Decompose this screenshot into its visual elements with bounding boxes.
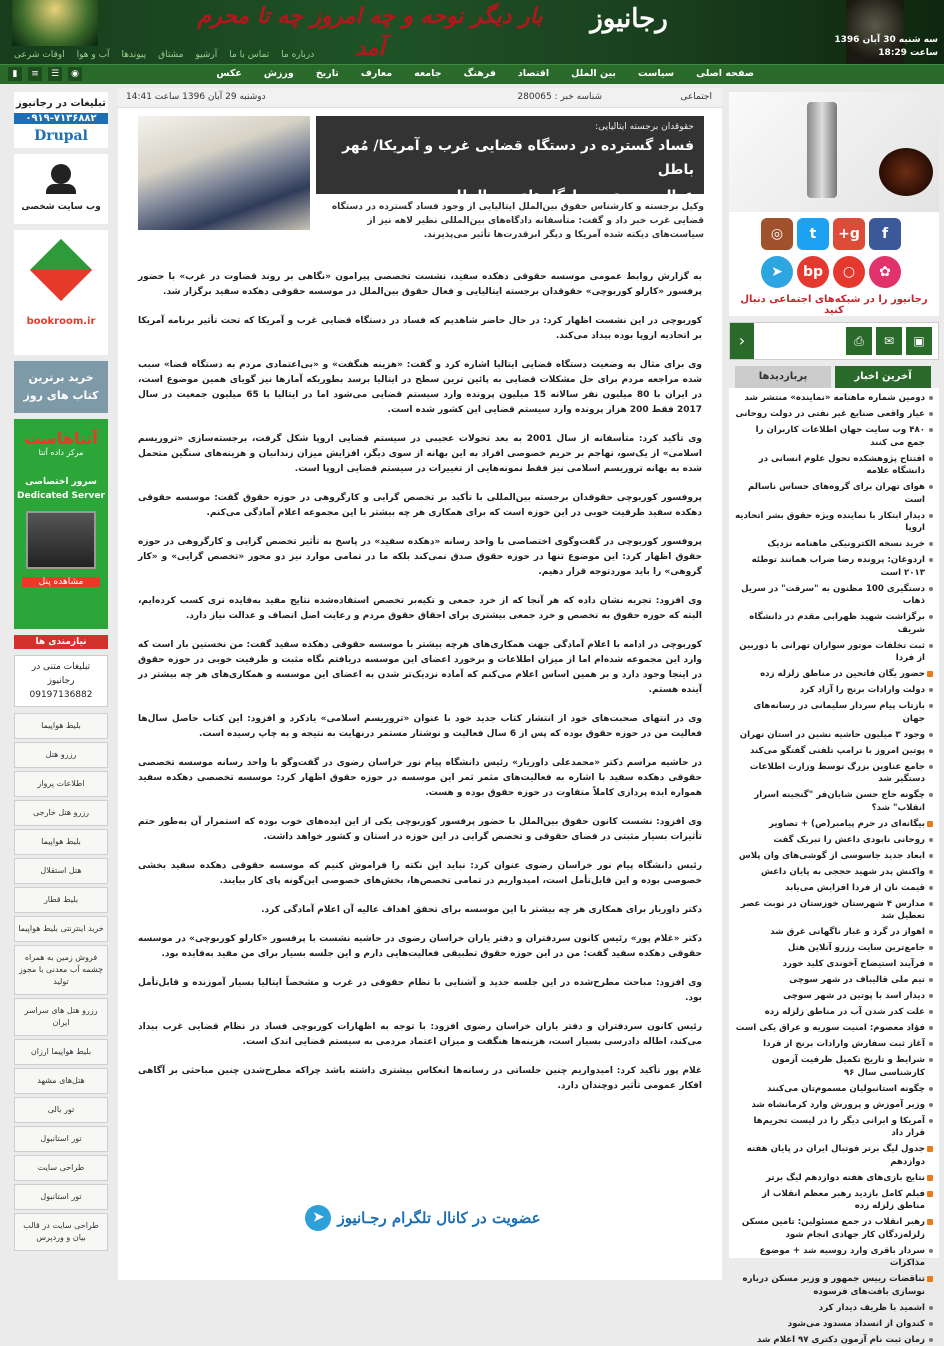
news-list-item[interactable]: واکنش پدر شهید حججی به پایان داعش — [735, 866, 933, 879]
drupal-logo: Drupal — [14, 128, 108, 144]
article-body — [138, 270, 702, 1108]
news-list-item[interactable]: برگزاشت شهید ظهرابی مقدم در دانشگاه شریف — [735, 611, 933, 636]
user-icon — [51, 164, 71, 184]
print-icon[interactable]: ⎙ — [846, 327, 872, 355]
atena-title: آتناهاست — [14, 429, 108, 448]
news-list-item[interactable]: جامع‌ترین سایت رزرو آنلاین هتل — [735, 942, 933, 955]
tab-most-viewed[interactable]: پربازدیدها — [735, 366, 831, 388]
article-photo — [138, 116, 310, 230]
left-link-button[interactable]: طراحی سایت — [14, 1155, 108, 1181]
nav-item-home[interactable]: صفحه اصلی — [696, 68, 754, 79]
article-paragraph: وی برای مثال به وضعیت دستگاه قضایی ایتالیا اشاره کرد و گفت: «هزینه هنگفت» و «بی‌اعتمادی مردم به دستگاه قضا» سبب شده مراجعه مردم برای حل مشکلات قضایی به پائین ترین سطح در ایتالیا برسد بطوریکه آمارها نیز گویای همین موضوع است، در ایران با 80 میلیون نفر سالانه 15 میلیون پرونده وارد سیستم قضایی می‌شود اما در ایتالیا با 65 میلیون جمعیت در سال 2017 فقط 200 هزار پرونده وارد سیستم قضایی این کشور شده است. — [138, 358, 702, 418]
nav-item-religion[interactable]: معارف — [361, 68, 392, 79]
latest-news-list — [729, 388, 939, 1258]
header-time-text: ساعت 18:29 — [834, 47, 938, 60]
twitter-icon[interactable]: t — [797, 218, 829, 250]
tab-latest-news[interactable]: آخرین اخبار — [835, 366, 931, 388]
left-link-list — [14, 713, 108, 1251]
nav-item-sports[interactable]: ورزش — [264, 68, 294, 79]
site-header — [0, 0, 944, 64]
telegram-join-link[interactable] — [288, 1200, 558, 1236]
left-link-button[interactable]: تور استانبول — [14, 1184, 108, 1210]
list-icon[interactable]: ☰ — [48, 67, 62, 81]
news-list-item[interactable]: روحانی نابودی داعش را تبریک گفت — [735, 834, 933, 847]
left-link-button[interactable]: بلیط قطار — [14, 887, 108, 913]
top-link-about[interactable]: درباره ما — [281, 50, 314, 60]
article-paragraph: پروفسور کوربوچی در گفت‌وگوی اختصاصی با واحد رسانه «دهکده سفید» در پاسخ به تأثیر تخصص گرایی و کارگروهی در حوزه حقوق اظهار کرد: این موضوع تنها در حوزه حقوق صدق نمی‌کند بلکه ما در تمامی موارد نیز دو محور «تخصص گرایی» و «کار گروهی» را باید موردتوجه قرار دهیم. — [138, 535, 702, 580]
bookroom-ad[interactable] — [14, 230, 108, 355]
news-list-item[interactable]: ثبت تخلفات موتور سواران تهرانی با دوربین از فردا — [735, 640, 933, 665]
rss-icon[interactable]: ◉ — [68, 67, 82, 81]
appliance-ad[interactable] — [729, 92, 939, 212]
news-list-item[interactable]: افتتاح پژوهشکده تحول علوم انسانی در دانشگاه علامه — [735, 453, 933, 478]
article-paragraph: وی در انتهای صحبت‌های خود از انتشار کتاب جدید خود با عنوان «تروریسم اسلامی» یادکرد و افزود: این کتاب حاصل سال‌ها فعالیت من در حوزه حقوق بوده که پس از 6 سال فعالیت و نوشتار مستمر درنهایت به نتیجه و به چاپ رسیده است. — [138, 712, 702, 742]
left-link-button[interactable]: طراحی سایت در قالب بیان و وردپرس — [14, 1213, 108, 1251]
chevron-left-icon[interactable]: ‹ — [730, 323, 754, 359]
article-title-box — [316, 116, 704, 194]
menu-icon[interactable]: ≡ — [28, 67, 42, 81]
news-list-item[interactable]: کندوان از انسداد مسدود می‌شود — [735, 1318, 933, 1331]
blender-image — [807, 102, 837, 198]
cake-image — [879, 148, 933, 196]
article-tools — [729, 322, 939, 360]
article-paragraph: وی افزود: تجربه نشان داده که هر آنجا که از خرد جمعی و تکیه‌بر تخصص استفاده‌شده نتایج مفید به‌فایده تری کسب کرده‌ایم، البته که حوزه حقوق به تخصص و خرد جمعی بیشتری برای احقاق حقوق مردم و رعایت اصل انصاف و عدالت نیاز دارد. — [138, 594, 702, 624]
dedicated-server-label: سرور اختصاصی Dedicated Server — [14, 475, 108, 503]
top-link-prayer-times[interactable]: اوقات شرعی — [14, 50, 65, 60]
news-list-item[interactable]: حضور یگان فاتحین در مناطق زلزله زده — [735, 668, 933, 681]
site-logo[interactable]: رجانیوز — [584, 4, 674, 40]
news-tabs — [729, 366, 939, 388]
ads-title: تبلیغات در رجانیوز — [14, 98, 108, 109]
article-paragraph: وی افزود: مباحث مطرح‌شده در این جلسه جدید و آشنایی با نظام حقوقی در غرب و مشخصاً ایتالیا بسیار آموزنده و قابل‌تأمل بود. — [138, 976, 702, 1006]
news-list-item[interactable]: هوای تهران برای گروه‌های حساس ناسالم است — [735, 481, 933, 506]
article-paragraph: پروفسور کوربوچی حقوقدان برجسته بین‌المللی با تأکید بر تخصص گرایی و کارگروهی در حوزه حقوق گفت: موسسه حقوقی دهکده سفید ظرفیت خوبی در این حوزه است که برای همکاری هر چه بیشتر با این مجموعه اعلام آمادگی می‌کنم. — [138, 491, 702, 521]
left-link-button[interactable]: بلیط هواپیما ارزان — [14, 1039, 108, 1065]
facebook-icon[interactable]: f — [869, 218, 901, 250]
top-link-archive[interactable]: آرشیو — [195, 50, 217, 60]
nav-item-society[interactable]: جامعه — [414, 68, 441, 79]
news-list-item[interactable]: مدارس ۴ شهرستان خوزستان در نوبت عصر تعطیل شد — [735, 898, 933, 923]
ads-box[interactable] — [14, 92, 108, 148]
news-list-item[interactable]: فرآیند استیضاح آخوندی کلید خورد — [735, 958, 933, 971]
news-list-item[interactable]: علت کدر شدن آب در مناطق زلزله زده — [735, 1006, 933, 1019]
left-link-button[interactable]: هتل استقلال — [14, 858, 108, 884]
news-list-item[interactable]: قیمت نان از فردا افزایش می‌یابد — [735, 882, 933, 895]
left-link-button[interactable]: رزرو هتل — [14, 742, 108, 768]
server-image — [26, 511, 96, 569]
nav-item-photo[interactable]: عکس — [216, 68, 241, 79]
article-meta — [118, 88, 722, 108]
left-link-button[interactable]: خرید اینترنتی بلیط هواپیما — [14, 916, 108, 942]
news-list-item[interactable]: چگونه حاج حسن شایان‌فر "گنجینه اسرار انقلاب" شد؟ — [735, 789, 933, 814]
left-link-button[interactable]: رزرو هتل خارجی — [14, 800, 108, 826]
news-list-item[interactable]: ابعاد جدید جاسوسی از گوشی‌های وان پلاس — [735, 850, 933, 863]
article-paragraph: رئیس دانشگاه پیام نور خراسان رضوی عنوان کرد: نباید این نکته را فراموش کنیم که موسسه حقوقی دهکده سفید بخشی خصوصی بوده و این قابل‌تأمل است، امیدواریم در تمامی تخصص‌ها، بخش‌های خصوصی این‌گونه پای کار بیایند. — [138, 859, 702, 889]
bale-icon[interactable]: bp — [797, 256, 829, 288]
header-date — [834, 34, 938, 60]
news-list-item[interactable]: آغاز ثبت سفارش وارادات برنج از فردا — [735, 1038, 933, 1051]
header-date-text: سه شنبه 30 آبان 1396 — [834, 34, 938, 47]
article-paragraph: به گزارش روابط عمومی موسسه حقوقی دهکده سفید، نشست تخصصی پیرامون «نگاهی بر روند قضاوت در غرب» با حضور پرفسور «کارلو کوربوچی» حقوقدان برجسته ایتالیایی و فعال حقوق بین‌الملل در موسسه حقوقی دهکده سفید برگزار شد. — [138, 270, 702, 300]
google-plus-icon[interactable]: g+ — [833, 218, 865, 250]
article-paragraph: دکتر «غلام پور» رئیس کانون سردفتران و دفتر یاران خراسان رضوی در حاشیه نشست با پرفسور «کارلو کوربوچی» در موسسه حقوقی دهکده سفید گفت: من در این حوزه حقوق تطبیقی فعالیت‌هایی دارم و این جلسه بسیار برای من مفید به‌فایده بود. — [138, 932, 702, 962]
left-link-button[interactable]: بلیط هواپیما — [14, 829, 108, 855]
top-link-subscribe[interactable]: مشتاق — [158, 50, 183, 60]
top-link-weather[interactable]: آب و هوا — [77, 50, 110, 60]
nav-item-economy[interactable]: اقتصاد — [518, 68, 549, 79]
news-list-item[interactable]: جدول لیگ برتر فوتبال ایران در پایان هفته دوازدهم — [735, 1143, 933, 1168]
article-paragraph: غلام پور تأکید کرد: امیدواریم چنین جلساتی در رسانه‌ها انعکاس بیشتری داشته باشد چراکه مطرح‌شدن چنین مباحثی بر آگاهی افکار عمومی تأثیر دوچندان دارد. — [138, 1064, 702, 1094]
shrine-image — [12, 0, 98, 46]
header-slogan: بار دیگر نوحه و چه امروز چه تا محرم آمد — [190, 0, 550, 40]
article-paragraph: وی تأکید کرد: متأسفانه از سال 2001 به بعد تحولات عجیبی در سیستم قضایی اروپا شکل گرفت، برجسته‌سازی «تروریسم اسلامی» از یک‌سو، تهاجم بر حریم خصوصی افراد به این بهانه از سوی دیگر، افزایش میزان زندانیان و هزینه‌های سنگین متحمل شده به بهانه تروریسم اسلامی نیز فقط نمونه‌هایی از تغییرات در سیستم قضایی اروپا است. — [138, 432, 702, 477]
news-list-item[interactable]: تیم ملی قالیباف در شهر سوچی — [735, 974, 933, 987]
instagram-icon[interactable]: ◎ — [761, 218, 793, 250]
left-link-button[interactable]: هتل‌های مشهد — [14, 1068, 108, 1094]
news-list-item[interactable]: عیار واقعی صنایع غیر نفتی در دولت روحانی — [735, 408, 933, 421]
left-link-button[interactable]: تور استانبول — [14, 1126, 108, 1152]
news-list-item[interactable]: اشمید با ظریف دیدار کرد — [735, 1302, 933, 1315]
text-ads-box[interactable]: تبلیغات متنی در رجانیوز 09197136882 — [14, 655, 108, 707]
nav-item-politics[interactable]: سیاست — [638, 68, 674, 79]
top-links — [14, 50, 314, 60]
news-list-item[interactable]: شرایط و تاریخ تکمیل ظرفیت آزمون کارشناسی سال ۹۶ — [735, 1054, 933, 1079]
left-link-button[interactable]: اطلاعات پرواز — [14, 771, 108, 797]
article-paragraph: کوربوچی در این نشست اظهار کرد: در حال حاضر شاهدیم که فساد در دستگاه قضایی غرب و آمریکا که تحت تأثیر برنامه آمریکا بر اتحادیه اروپا بوده بیداد می‌کند. — [138, 314, 702, 344]
article-lead — [138, 116, 722, 256]
meta-news-id: شناسه خبر : 280065 — [517, 92, 602, 102]
user-body-icon — [46, 184, 76, 194]
mobile-icon[interactable]: ▮ — [8, 67, 22, 81]
news-list-item[interactable]: خرید نسخه الکترونیکی ماهنامه نزدیک — [735, 538, 933, 551]
save-icon[interactable]: ▣ — [906, 327, 932, 355]
left-link-button[interactable]: تور بالی — [14, 1097, 108, 1123]
news-list-item[interactable]: جامع عناوین بزرگ توسط وزارت اطلاعات دستگیر شد — [735, 761, 933, 786]
article-paragraph: در حاشیه مراسم دکتر «محمدعلی داوریار» رئیس دانشگاه پیام نور خراسان رضوی در گفت‌وگو با واحد رسانه موسسه تخصصی حقوقی دهکده سفید با اشاره به فعالیت‌های مثمر ثمر این موسسه در حوزه حقوق اظهار کرد: موسسه تخصصی دهکده سفید همواره ایده پردازی کاملاً متفاوت در حوزه حقوق بوده و هست. — [138, 756, 702, 801]
needs-title: نیازمندی ها — [14, 635, 108, 649]
nav-icons — [8, 67, 82, 81]
news-list-item[interactable]: وجود ۳ میلیون حاشیه نشین در استان تهران — [735, 729, 933, 742]
article-supertitle: حقوقدان برجسته ایتالیایی: — [326, 122, 694, 132]
left-link-button[interactable]: بلیط هواپیما — [14, 713, 108, 739]
social-box — [729, 212, 939, 316]
left-link-button[interactable]: فروش زمین به همراه چشمه آب معدنی با مجوز تولید — [14, 945, 108, 995]
personal-site-label: وب سایت شخصی — [14, 202, 108, 212]
email-icon[interactable]: ✉ — [876, 327, 902, 355]
social-caption: رجانیوز را در شبکه‌های اجتماعی دنبال کنید — [729, 294, 939, 316]
news-list-item[interactable]: چگونه استانبولیان مسموم‌تان می‌کنند — [735, 1083, 933, 1096]
meta-category[interactable]: اجتماعی — [680, 92, 712, 102]
book-icon — [30, 239, 92, 301]
ads-phone: ۰۹۱۹-۷۱۳۶۸۸۲ — [14, 113, 108, 124]
meta-date: دوشنبه 29 آبان 1396 ساعت 14:41 — [126, 92, 266, 102]
left-link-button[interactable]: رزرو هتل های سراسر ایران — [14, 998, 108, 1036]
personal-site-box[interactable] — [14, 154, 108, 224]
article-title-line-1: فساد گسترده در دستگاه قضایی غرب و آمریکا/ مُهر باطل — [326, 134, 694, 182]
news-list-item[interactable]: سردار باقری وارد روسیه شد + موضوع مذاکرات — [735, 1245, 933, 1270]
right-sidebar — [729, 92, 939, 1258]
telegram-social-icon[interactable]: ➤ — [761, 256, 793, 288]
news-list-item[interactable]: بازتاب پیام سردار سلیمانی در رسانه‌های جهان — [735, 700, 933, 725]
article-title-line-2: عدالت‌پروری بر دادگاه‌های بین‌المللی — [326, 184, 694, 208]
aparat-icon[interactable]: ✿ — [869, 256, 901, 288]
news-list-item[interactable]: فؤاد معصوم: امنیت سوریه و عراق یکی است — [735, 1022, 933, 1035]
news-list-item[interactable]: آمریکا و ایرانی دیگر را در لیست تحریم‌ها قرار داد — [735, 1115, 933, 1140]
article-paragraph: دکتر داوریار برای همکاری هر چه بیشتر با این موسسه برای تحقق اهداف عالیه آن اعلام آمادگی کرد. — [138, 903, 702, 918]
nav-item-history[interactable]: تاریخ — [316, 68, 339, 79]
news-list-item[interactable]: وزیر آموزش و پرورش وارد کرمانشاه شد — [735, 1099, 933, 1112]
nav-items — [216, 68, 754, 79]
top-link-links[interactable]: پیوندها — [122, 50, 147, 60]
news-list-item[interactable]: دستگیری 100 مظنون به "سرقت" در سریل ذهاب — [735, 583, 933, 608]
article-paragraph: کوربوچی در ادامه با اعلام آمادگی جهت همکاری‌های هرچه بیشتر با موسسه حقوقی دهکده سفید گفت: من نخستین بار است که وارد این مجموعه شده‌ام اما از میزان اطلاعات و برخورد اعضای این موسسه دریافتم نگاه مثبت و ظرفیت خوبی در حوزه حقوق در اینجا وجود دارد و بر همین اساس اعلام می‌کنم که آماده نزدیک‌تر شدن به اعضای این موسسه و همکاری‌های هر چه بیشتر در آینده هستم. — [138, 638, 702, 698]
news-list-item[interactable]: فیلم کامل بازدید رهبر معظم انقلاب از مناطق زلزله زده — [735, 1188, 933, 1213]
news-list-item[interactable]: بیگانه‌ای در حرم پیامبر(ص) + تصاویر — [735, 818, 933, 831]
article-container — [118, 88, 722, 1280]
news-list-item[interactable]: دیدار ابتکار با نماینده ویژه حقوق بشر اتحادیه اروپا — [735, 510, 933, 535]
news-list-item[interactable]: اردوغان: پرونده رضا ضراب همانند توطئه ۲۰۱۳ است — [735, 554, 933, 579]
news-list-item[interactable]: نتایج بازی‌های هفته دوازدهم لیگ برتر — [735, 1172, 933, 1185]
bookroom-label: bookroom.ir — [14, 316, 108, 327]
buy-books-ad[interactable]: خرید برترین کتاب های روز — [14, 361, 108, 413]
main-nav — [0, 64, 944, 84]
news-list-item[interactable]: ۴۸۰ وب سایت جهان اطلاعات کاربران را جمع می کنند — [735, 424, 933, 449]
news-list-item[interactable]: دولت وارادات برنج را آزاد کرد — [735, 684, 933, 697]
news-list-item[interactable]: دومین شماره ماهنامه «نماینده» منتشر شد — [735, 392, 933, 405]
news-list-item[interactable]: رهبر انقلاب در جمع مسئولین: تامین مسکن زلزله‌زدگان کار جهادی انجام شود — [735, 1216, 933, 1241]
article-paragraph: رئیس کانون سردفتران و دفتر یاران خراسان رضوی افزود: با توجه به اظهارات کوربوچی فساد در نظام قضایی غرب بیداد می‌کند، اطاله دادرسی بسیار است، هزینه‌ها هنگفت و میزان اعتماد مردمی به سیستم قضایی اندک است. — [138, 1020, 702, 1050]
article-paragraph: وی افزود: نشست کانون حقوق بین‌الملل با حضور پرفسور کوربوچی یکی از این ایده‌های خوب بوده که استمرار آن به‌طور حتم تأثیرات بسیار مثبتی در فضای حقوقی و تخصص گرایی در این حوزه در استان و کشور خواهد داشت. — [138, 815, 702, 845]
nav-item-culture[interactable]: فرهنگ — [464, 68, 496, 79]
top-link-contact[interactable]: تماس با ما — [229, 50, 269, 60]
nav-item-international[interactable]: بین الملل — [571, 68, 616, 79]
news-list-item[interactable]: اهواز در گرد و غبار ناگهانی غرق شد — [735, 926, 933, 939]
news-list-item[interactable]: دیدار اسد با پوتین در شهر سوچی — [735, 990, 933, 1003]
left-sidebar — [14, 92, 108, 1254]
news-list-item[interactable]: زمان ثبت نام آزمون دکتری ۹۷ اعلام شد — [735, 1334, 933, 1346]
news-list-item[interactable]: پوتین امروز با ترامپ تلفنی گفتگو می‌کند — [735, 745, 933, 758]
news-list-item[interactable]: تناقضات رییس جمهور و وزیر مسکن درباره نوسازی بافت‌های فرسوده — [735, 1273, 933, 1298]
soroush-icon[interactable]: ○ — [833, 256, 865, 288]
atena-host-ad[interactable] — [14, 419, 108, 629]
view-panel-button[interactable]: مشاهده پنل — [22, 577, 100, 587]
telegram-icon: ➤ — [305, 1205, 331, 1231]
atena-subtitle: مرکز داده آتنا — [14, 448, 108, 457]
article-summary: وکیل برجسته و کارشناس حقوق بین‌الملل ایتالیایی از وجود فساد گسترده در دستگاه قضایی غرب خبر داد و گفت: متأسفانه دادگاه‌های بین‌المللی نظیر لاهه نیز از سیاست‌های دیکته شده آمریکا و دیگر ابرقدرت‌ها تأثیر می‌پذیرند. — [316, 200, 704, 242]
telegram-join-label: عضویت در کانال تلگرام رجـانیوز — [337, 1209, 540, 1227]
